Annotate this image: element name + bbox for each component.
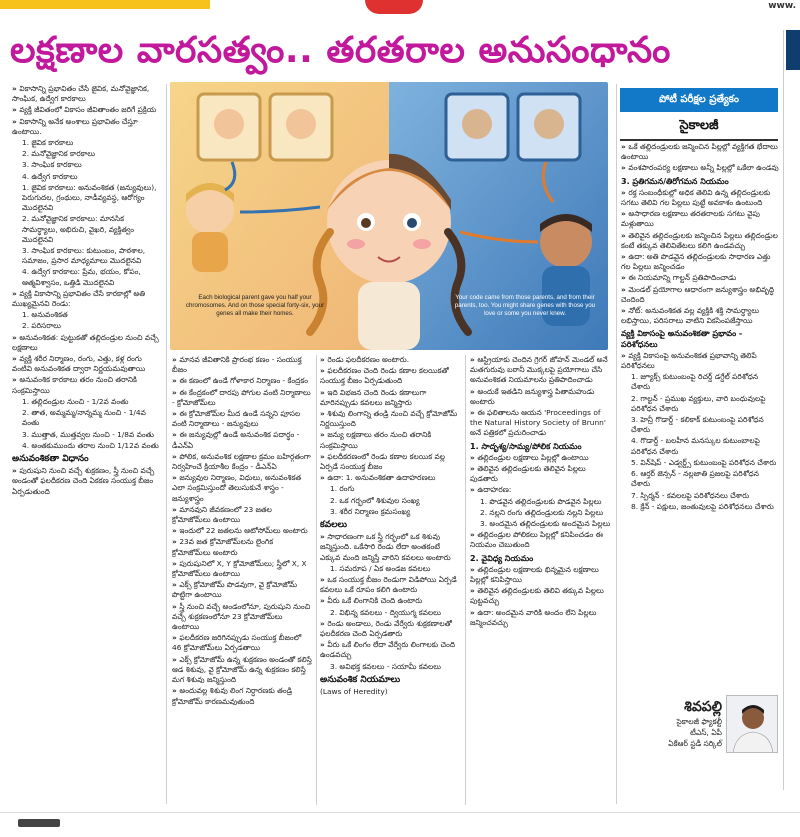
site-url[interactable]: www. [768, 1, 796, 11]
article-paragraph: » నోట్: అనువంశికత వల్ల వ్యక్తికి శక్తి సామర్థ్యాలు లభిస్తాయి, పరిసరాలు వాటిని వికసింపజేస్తాయి [621, 306, 779, 326]
heredity-illustration-svg [170, 82, 608, 350]
section-title: సైకాలజీ [620, 118, 778, 141]
article-paragraph: » అందువల్ల శిశువు లింగ నిర్ధారణకు తండ్రి క్రోమోజోమ్ కారణమవుతుంది [172, 686, 312, 706]
article-paragraph: » వ్యక్తి శరీర నిర్మాణం, రంగు, ఎత్తు, కళ్ల రంగు వంటివి అనువంశికత ద్వారా నిర్ణయమవుతాయి [12, 354, 162, 374]
article-paragraph: » ఫలదీకరణ జరిగినప్పుడు సంయుక్త బీజంలో 46 క్రోమోజోమ్‌లు ఏర్పడతాయి [172, 633, 312, 653]
article-column-2 [172, 355, 312, 805]
article-paragraph: » తల్లిదండ్రుల లక్షణాలు పిల్లల్లో ఉంటాయి [470, 453, 612, 463]
subheading: కవలలు [320, 520, 347, 531]
article-paragraph: » 23వ జత క్రోమోజోమ్‌లను లైంగిక క్రోమోజోమ్‌లు అంటారు [172, 537, 312, 557]
article-paragraph: » తెలివైన తల్లిదండ్రులకు తెలివి తక్కువ పిల్లలు పుట్టవచ్చు [470, 586, 612, 606]
article-paragraph: » ఈ నియమాన్ని గాల్టన్ ప్రతిపాదించాడు [621, 273, 779, 283]
article-paragraph: 1. జైవిక కారకాలు: అనువంశికత (జన్యువులు), పెరుగుదల, గ్రంథులు, నాడీవ్యవస్థ, ఆరోగ్యం మొదలైనవి [22, 182, 157, 213]
author-name: శివపల్లి [684, 699, 722, 715]
article-paragraph: » ఒకే తల్లిదండ్రులకు జన్మించిన పిల్లల్లో వ్యక్తిగత భేదాలు ఉంటాయి [621, 142, 779, 162]
article-paragraph: » ఈ ఫలితాలను ఆయన 'Proceedings of the Natural History Society of Brunn' అనే పత్రికలో ప్రచురించాడు [470, 408, 612, 439]
author-photo [726, 695, 778, 753]
article-paragraph: » జన్యువుల నిర్మాణం, విధులు, అనువంశికత ఎలా సంక్రమిస్తుందో తెలుసుకునే శాస్త్రం - జన్యుశాస్త్రం [172, 473, 312, 504]
article-paragraph: 3. శరీర నిర్మాణం క్రమసంఖ్య [330, 506, 411, 516]
article-paragraph: » పురుషునిలో X, Y క్రోమోజోమ్‌లు; స్త్రీలో X, X క్రోమోజోమ్‌లు ఉంటాయి [172, 559, 312, 579]
article-paragraph: 2. పరిసరాలు [22, 321, 61, 331]
article-paragraph: » అందుకే ఇతడిని జన్యుశాస్త్ర పితామహుడు అంటారు [470, 387, 612, 407]
article-paragraph: 5. విన్‌షిప్ - ఎడ్వర్డ్స్ కుటుంబంపై పరిశోధన చేశారు [631, 457, 777, 467]
author-institute: ఏకేఆర్ స్టడీ సర్కిల్ [668, 739, 722, 748]
article-paragraph: » ఉదాహరణ: [470, 485, 612, 495]
article-paragraph: 3. ముత్తాత, ముత్తవ్వల నుంచి - 1/8వ వంతు [22, 429, 154, 439]
article-paragraph: » మెండల్ ప్రయోగాల ఆధారంగా జన్యుశాస్త్రం అభివృద్ధి చెందింది [621, 285, 779, 305]
article-paragraph: » వీరు ఒకే లింగం లేదా వేర్వేరు లింగాలకు చెంది ఉండవచ్చు [320, 640, 460, 660]
article-paragraph: » ఇది విభజన చెంది రెండు కణాలుగా మారినప్పుడు కవలలు జన్మిస్తారు [320, 388, 460, 408]
author-state: టీఎస్, ఏపీ [690, 728, 722, 737]
article-paragraph: » వ్యక్తి వికాసాన్ని ప్రభావితం చేసే కారకాల్లో అతి ముఖ్యమైనవి రెండు: [12, 289, 162, 309]
bottom-strip [0, 812, 800, 837]
illustration-caption-left: Each biological parent gave you half your chromosomes. And on those special forty-six, your genes all make their homes. [185, 294, 325, 317]
article-paragraph: 8. క్రేన్ - పక్షులు, జంతువులపై పరిశోధనలు చేశారు [631, 501, 774, 511]
article-paragraph: » ఎక్స్ క్రోమోజోమ్ ఉన్న శుక్రకణం అండంతో కలిస్తే ఆడ శిశువు, వై క్రోమోజోమ్ ఉన్న శుక్రకణం కలిస్తే మగ శిశువు జన్మిస్తుంది [172, 655, 312, 686]
article-paragraph: 1. తల్లిదండ్రుల నుంచి - 1/2వ వంతు [22, 396, 129, 406]
next-article-tag [18, 819, 60, 827]
article-paragraph: » ఈ క్రోమోజోమ్‌ల మీద ఉండే సన్నని పూసల వంటి నిర్మాణాలు - జన్యువులు [172, 409, 312, 429]
article-paragraph: » రెండు ఫలదీకరణం అంటారు. [320, 355, 460, 365]
article-paragraph: » అనువంశికత: పుట్టుకతో తల్లిదండ్రుల నుంచి వచ్చే లక్షణాలు [12, 333, 162, 353]
article-paragraph: 3. హెన్రీ గొడార్డ్ - కలికాక్ కుటుంబంపై పరిశోధన చేశారు [631, 415, 764, 435]
article-paragraph: » వీరు ఒకే లింగానికి చెంది ఉంటారు [320, 596, 460, 606]
article-paragraph: » రక్త సంబంధీకుల్లో అధిక తెలివి ఉన్న తల్లిదండ్రులకు సగటు తెలివి గల పిల్లలు పుట్టే అవకాశం ఉంటుంది [621, 188, 779, 208]
article-paragraph: 6. ఆర్తర్ జెన్సన్ - నల్లజాతి ప్రజలపై పరిశోధన చేశారు [631, 469, 759, 489]
article-paragraph: 4. ఉద్వేగ కారకాలు: ప్రేమ, భయం, కోపం, ఆత్మవిశ్వాసం, ఒత్తిడి మొదలైనవి [22, 267, 141, 287]
article-paragraph: 1. అనువంశికత [22, 310, 68, 320]
article-paragraph: 7. స్పిర్మన్ - కవలలపై పరిశోధనలు చేశారు [631, 490, 750, 500]
article-paragraph: 2. నల్లని రంగు తల్లిదండ్రులకు నల్లని పిల్లలు [480, 507, 604, 517]
column-divider [166, 84, 167, 804]
article-paragraph: 2. ఒక గర్భంలో శిశువుల సంఖ్య [330, 495, 420, 505]
article-paragraph: 2. విభిన్న కవలలు - ద్వియుగ్మ కవలలు [330, 607, 441, 617]
article-paragraph: » ఇందులో 22 జతలను ఆటోసోమ్‌లు అంటారు [172, 526, 312, 536]
article-paragraph: » సాధారణంగా ఒక స్త్రీ గర్భంలో ఒక శిశువు జన్మిస్తుంది. ఒకేసారి రెండు లేదా అంతకంటే ఎక్కువ మంది జన్మిస్తే వారిని కవలలు అంటారు [320, 532, 460, 563]
subheading: 3. ప్రతిగమన/తిరోగమన నియమం [621, 176, 729, 186]
article-paragraph: » స్త్రీ నుంచి వచ్చే అండంలోనూ, పురుషుని నుంచి వచ్చే శుక్రకణంలోనూ 23 క్రోమోజోమ్‌లు ఉంటాయి [172, 602, 312, 633]
article-paragraph: 1. జైవిక కారకాలు [22, 138, 74, 148]
article-paragraph: » తెలివైన తల్లిదండ్రులకు జన్మించిన పిల్లలు తల్లిదండ్రుల కంటే తక్కువ తెలివితేటలు కలిగి ఉండవచ్చు [621, 231, 779, 251]
subheading: 1. సాదృశ్య/సామ్య/పోలిక నియమం [470, 441, 582, 451]
author-byline [626, 698, 722, 749]
article-paragraph: » ఉదా: అందమైన వారికి అందం లేని పిల్లలు జన్మించవచ్చు [470, 608, 612, 628]
top-strip [0, 0, 800, 16]
subheading: అనువంశికతా విధానం [12, 453, 89, 464]
article-paragraph: » వంశపారంపర్య లక్షణాలు అన్నీ పిల్లల్లో ఒకేలా ఉండవు [621, 163, 779, 173]
article-paragraph: 2. గాల్టన్ - ప్రముఖ వ్యక్తులు, వారి బంధువులపై పరిశోధన చేశారు [631, 393, 766, 413]
subheading: 2. వైవిధ్య నియమం [470, 553, 534, 563]
article-paragraph: » ఫలదీకరణంలో రెండు కణాల కలయిక వల్ల ఏర్పడే సంయుక్త బీజం [320, 452, 460, 472]
article-paragraph: » వికాసాన్ని అనేక అంశాలు ప్రభావితం చేస్తూ ఉంటాయి. [12, 117, 162, 137]
article-paragraph: » మానవ జీవితానికి ప్రారంభ కణం - సంయుక్త బీజం [172, 355, 312, 375]
adjacent-column-edge [783, 30, 800, 790]
article-paragraph: 4. అంతకుముందు తరాల నుంచి 1/12వ వంతు [22, 440, 159, 450]
article-paragraph: 3. అవిభక్త కవలలు - సయామీ కవలలు [330, 661, 441, 671]
page-headline: లక్షణాల వారసత్వం.. తరతరాల అనుసంధానం [10, 30, 671, 71]
article-paragraph: » ఈ కేంద్రకంలో దారపు పోగుల వంటి నిర్మాణాలు - క్రోమోజోమ్‌లు [172, 388, 312, 408]
article-paragraph: » మానవుని జీవకణంలో 23 జతల క్రోమోజోమ్‌లు ఉంటాయి [172, 505, 312, 525]
adjacent-column-band [786, 30, 800, 70]
article-paragraph: » ఈ జన్యువుల్లో ఉండే అనువంశిక పదార్థం - డీఎన్ఏ [172, 430, 312, 450]
article-paragraph: » ఉదా: అతి పొడవైన తల్లిదండ్రులకు సాధారణ ఎత్తు గల పిల్లలు జన్మించడం [621, 252, 779, 272]
section-badge: పోటీ పరీక్షల ప్రత్యేకం [620, 88, 778, 112]
article-paragraph: » వికాసాన్ని ప్రభావితం చేసే జైవిక, మనోవైజ్ఞానిక, సాంఘిక, ఉద్వేగ కారకాలు [12, 84, 162, 104]
author-photo-svg [727, 696, 778, 753]
article-paragraph: 2. మనోవైజ్ఞానిక కారకాలు [22, 149, 96, 159]
article-paragraph: 2. తాత, అమ్మమ్మ/నాన్నమ్మ నుంచి - 1/4వ వంతు [22, 408, 146, 428]
article-paragraph: » శిశువు లింగాన్ని తండ్రి నుంచి వచ్చే క్రోమోజోమ్ నిర్ణయిస్తుంది [320, 409, 460, 429]
article-paragraph: 4. ఉద్వేగ కారకాలు [22, 171, 78, 181]
column-divider [465, 355, 466, 805]
article-paragraph: » ఆస్ట్రియాకు చెందిన గ్రెగర్ జోహన్ మెండల్ అనే మతగురువు బఠానీ మొక్కలపై ప్రయోగాలు చేసి అనువంశికత నియమాలను ప్రతిపాదించాడు [470, 355, 612, 386]
article-paragraph: » తెలివైన తల్లిదండ్రులకు తెలివైన పిల్లలు పుడతారు [470, 464, 612, 484]
article-paragraph: » అనువంశిక కారకాలు తరం నుంచి తరానికి సంక్రమిస్తాయి [12, 375, 162, 395]
laws-english-label: (Laws of Heredity) [320, 687, 388, 697]
article-paragraph: 1. సమరూప / ఏక అండజ కవలలు [330, 563, 431, 573]
article-paragraph: » ఎక్స్ క్రోమోజోమ్ పొడవుగా, వై క్రోమోజోమ్ పొట్టిగా ఉంటాయి [172, 580, 312, 600]
masthead-color-band [0, 0, 210, 9]
article-paragraph: » ఉదా: 1. అనువంశికతా ఉదాహరణలు [320, 473, 460, 483]
illustration-caption-right: Your code came from those parents, and from their parents, too. You might share genes with those you love or some you never knew. [454, 294, 596, 317]
newspaper-logo [365, 0, 423, 14]
article-paragraph: 1. రంగు [330, 484, 355, 494]
article-column-3 [320, 355, 460, 805]
article-column-4 [470, 355, 612, 805]
article-paragraph: » ఫలదీకరణం చెంది రెండు కణాల కలయికతో సంయుక్త బీజం ఏర్పడుతుంది [320, 366, 460, 386]
article-paragraph: » రెండు అండాలు, రెండు వేర్వేరు శుక్రకణాలతో ఫలదీకరణ చెంది ఏర్పడతారు [320, 619, 460, 639]
article-paragraph: » పోలిక, అనువంశిక లక్షణాల క్రమం బహిర్గతంగా నిర్వహించే క్రియాశీల కేంద్రం - డీఎన్ఏ [172, 452, 312, 472]
article-paragraph: » జన్యు లక్షణాలు తరం నుంచి తరానికి సంక్రమిస్తాయి [320, 430, 460, 450]
article-paragraph: 3. అందమైన తల్లిదండ్రులకు అందమైన పిల్లలు [480, 519, 611, 529]
article-paragraph: 3. సాంఘిక కారకాలు [22, 160, 82, 170]
article-paragraph: 1. జ్యూక్స్ కుటుంబంపై రిచర్డ్ డగ్డేల్ పరిశోధన చేశారు [631, 372, 759, 392]
article-paragraph: 1. పొడవైన తల్లిదండ్రులకు పొడవైన పిల్లలు [480, 496, 602, 506]
article-paragraph: » ఒక సంయుక్త బీజం రెండుగా విడిపోయి ఏర్పడే కవలలు ఒకే రూపం కలిగి ఉంటారు [320, 575, 460, 595]
article-paragraph: » ఈ కణంలో ఉండే గోళాకార నిర్మాణం - కేంద్రకం [172, 376, 312, 386]
heredity-illustration [170, 82, 608, 350]
article-paragraph: » వ్యక్తి జీవితంలో వికాసం జీవితాంతం జరిగే ప్రక్రియ [12, 105, 162, 115]
article-paragraph: 3. సాంఘిక కారకాలు: కుటుంబం, పాఠశాల, సమాజం, ప్రసార మాధ్యమాలు మొదలైనవి [22, 246, 146, 266]
article-paragraph: » వ్యక్తి వికాసంపై అనువంశికత ప్రభావాన్ని తెలిపే పరిశోధనలు [621, 351, 779, 371]
article-paragraph: » తల్లిదండ్రుల లక్షణాలకు భిన్నమైన లక్షణాలు పిల్లల్లో కనిపిస్తాయి [470, 565, 612, 585]
subheading: అనువంశిక నియమాలు [320, 674, 401, 685]
column-divider [316, 355, 317, 805]
article-paragraph: » పురుషుని నుంచి వచ్చే శుక్రకణం, స్త్రీ నుంచి వచ్చే అండంతో ఫలదీకరణ చెంది ఏకకణ సంయుక్త బీజం ఏర్పడుతుంది [12, 466, 162, 497]
column-divider [616, 84, 617, 804]
article-paragraph: 2. మనోవైజ్ఞానిక కారకాలు: మానసిక సామర్థ్యాలు, అభిరుచి, వైఖరి, వ్యక్తిత్వం మొదలైనవి [22, 214, 134, 244]
article-paragraph: » తల్లిదండ్రుల పోలికలు పిల్లల్లో కనిపించడం ఈ నియమం చెబుతుంది [470, 530, 612, 550]
subheading: వ్యక్తి వికాసంపై అనువంశికతా ప్రభావం - పరిశోధనలు [621, 329, 743, 349]
article-paragraph: » అసాధారణ లక్షణాలు తరతరాలకు సగటు వైపు మళ్లుతాయి [621, 209, 779, 229]
article-paragraph: 4. గొడార్డ్ - బలహీన మనస్కుల కుటుంబాలపై పరిశోధన చేశారు [631, 436, 760, 456]
article-column-5 [621, 142, 779, 690]
author-role: సైకాలజీ ఫ్యాకల్టీ [676, 717, 722, 726]
article-column-1 [12, 84, 162, 804]
